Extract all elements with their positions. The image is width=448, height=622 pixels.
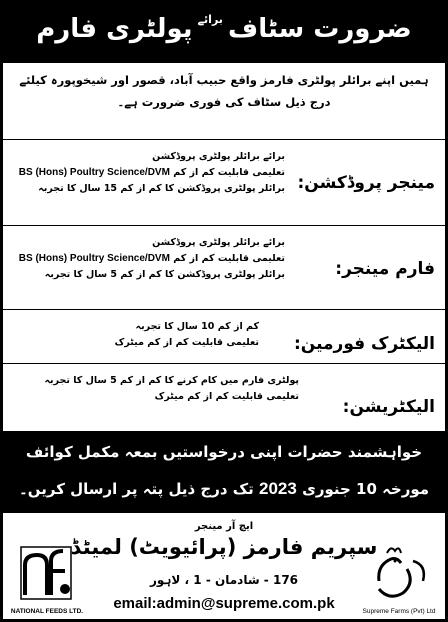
deadline-year: 2023 xyxy=(259,479,297,498)
position-details xyxy=(19,235,285,283)
company-address: 176 - شادمان - 1 ، لاہور xyxy=(149,573,299,587)
deadline-line xyxy=(3,479,445,499)
detail-line: پولٹری فارم میں کام کرنے کا کم از کم 5 سال کا تجربہ xyxy=(44,375,299,386)
detail-line: برائلر پولٹری پروڈکشن کا کم از کم 15 سال کا تجربہ xyxy=(38,183,285,194)
position-title: الیکٹریشن: xyxy=(342,397,435,417)
position-details xyxy=(115,319,259,351)
position-title: فارم مینجر: xyxy=(335,259,435,279)
divider xyxy=(3,139,445,140)
detail-line: تعلیمی قابلیت کم از کم میٹرک xyxy=(114,337,259,348)
hr-manager-label: ایچ آر مینجر xyxy=(194,521,254,532)
headline xyxy=(3,14,445,44)
detail-line: برائے برائلر پولٹری پروڈکشن xyxy=(152,237,285,248)
headline-part1: ضرورت سٹاف xyxy=(228,14,412,44)
position-title: مینجر پروڈکشن: xyxy=(297,173,435,193)
detail-line xyxy=(19,165,285,181)
rooster-icon xyxy=(357,543,441,605)
detail-text: تعلیمی قابلیت کم از کم xyxy=(173,167,285,178)
divider xyxy=(3,309,445,310)
qualification-en: BS (Hons) Poultry Science/DVM xyxy=(18,253,170,264)
deadline-prefix: مورخہ 10 جنوری xyxy=(302,480,430,498)
headline-part2: پولٹری فارم xyxy=(36,14,193,44)
left-logo-caption: NATIONAL FEEDS LTD. xyxy=(10,608,84,615)
supreme-farms-logo xyxy=(357,543,441,615)
intro-line-1: ہمیں اپنے برائلر پولٹری فارمز واقع حبیب آباد، قصور اور شیخوپورہ کیلئے xyxy=(19,73,429,87)
detail-text: تعلیمی قابلیت کم از کم xyxy=(173,253,285,264)
header-banner xyxy=(3,3,445,63)
national-feeds-logo xyxy=(7,543,87,615)
detail-line: کم از کم 10 سال کا تجربہ xyxy=(135,321,259,332)
detail-line: برائلر پولٹری پروڈکشن کا کم از کم 5 سال کا تجربہ xyxy=(44,269,285,280)
right-logo-caption: Supreme Farms (Pvt) Ltd xyxy=(362,608,436,615)
detail-line xyxy=(19,251,285,267)
company-name: سپریم فارمز (پرائیویٹ) لمیٹڈ xyxy=(70,535,378,559)
divider xyxy=(3,363,445,364)
position-details xyxy=(19,149,285,197)
application-band xyxy=(3,431,445,513)
detail-line: تعلیمی قابلیت کم از کم میٹرک xyxy=(154,391,299,402)
divider xyxy=(3,225,445,226)
national-feeds-logo-icon xyxy=(7,543,87,605)
position-details xyxy=(44,373,299,405)
position-title: الیکٹرک فورمین: xyxy=(293,334,435,354)
apply-instruction: خواہشمند حضرات اپنی درخواستیں بمعہ مکمل کوائف xyxy=(25,443,423,461)
headline-over-word: برائے xyxy=(197,13,223,26)
qualification-en: BS (Hons) Poultry Science/DVM xyxy=(18,167,170,178)
deadline-suffix: تک درج ذیل پتہ پر ارسال کریں۔ xyxy=(18,480,254,498)
detail-line: برائے برائلر پولٹری پروڈکشن xyxy=(152,151,285,162)
contact-email: email:admin@supreme.com.pk xyxy=(113,595,335,612)
intro-line-2: درج ذیل سٹاف کی فوری ضرورت ہے۔ xyxy=(117,95,331,109)
